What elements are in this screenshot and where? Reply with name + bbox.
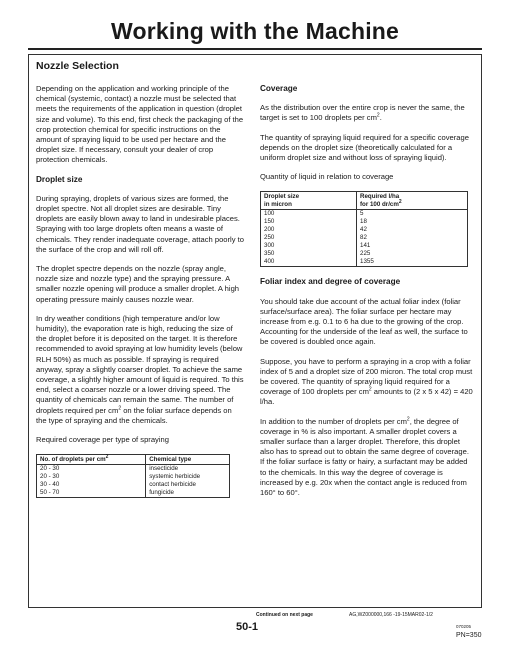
quantity-table-header-required: Required l/ha for 100 $dr/cm^2$	[357, 192, 468, 210]
coverage-heading: Coverage	[260, 84, 298, 93]
quantity-table-header-droplet-size: Droplet size in micron	[261, 192, 357, 210]
coverage-table	[36, 454, 230, 498]
droplet-size-heading: Droplet size	[36, 174, 83, 184]
coverage-table-header-chemical: Chemical type	[146, 455, 230, 465]
page-title: Working with the Machine	[110, 18, 400, 44]
continued-note: Continued on next page	[256, 612, 313, 618]
quantity-table-title: Quantity of liquid in relation to coverage	[260, 172, 394, 182]
date-code: 070205	[456, 624, 472, 629]
droplet-paragraph-3	[36, 314, 244, 426]
table-row: 50 - 70 fungicide	[37, 489, 230, 498]
coverage-paragraph-1: As the distribution over the entire crop is never the same, the target is set to 100 droplets per $cm^2$.	[260, 103, 465, 123]
table-row: 250 82	[261, 234, 468, 242]
right-column	[260, 84, 474, 507]
quantity-table	[260, 191, 468, 267]
left-column	[36, 84, 244, 508]
table-row: 300 141	[261, 242, 468, 250]
coverage-paragraph-2: The quantity of spraying liquid required for a specific coverage depends on the droplet size (theoretically calculated for a uniform droplet size and without loss of spraying liquid).	[260, 132, 469, 163]
foliar-paragraph-3: In addition to the number of droplets per $cm^2$, the degree of coverage in % is also important. A smaller droplet covers a smaller surface than a larger droplet. Therefore, this droplet also has to spread out to obtain the same degree of coverage. If the foliar surface is fatty or hairy, a surfactant may be added to the chemicals. In this way the degree of coverage is increased by e.g. 20x when the contact angle is reduced from 160° to 60°.	[260, 416, 469, 498]
droplet-p3-text-a: In dry weather conditions (high temperature and/or low humidity), the evaporation rate is high, reducing the size of the droplet before it is deposited on the target. It is therefore recommended to avoid spraying at low humidity levels (below RLH 50%) as much as possible. If spraying is required anyway, spray a slightly coarser droplet. To achieve the same coverage, a slightly higher amount of liquid is required. To this end, select a coarser nozzle or a lower driving speed. The quantity of chemicals can remain the same. The number of droplets required per cm	[36, 313, 244, 415]
droplet-p3-text-b: on the foliar surface depends on the type of spraying and the chemicals.	[36, 405, 232, 425]
section-title: Nozzle Selection	[36, 60, 119, 72]
droplet-paragraph-2: The droplet spectre depends on the nozzle (spray angle, nozzle size and nozzle type) and the spraying pressure. A smaller nozzle opening will produce a smaller droplet. A high operating pressure mainly causes nozzle wear.	[36, 264, 240, 304]
table-row: 200 42	[261, 226, 468, 234]
superscript-2: 2	[368, 386, 372, 393]
superscript-2: 2	[376, 112, 380, 119]
superscript-2: 2	[118, 405, 122, 412]
table-row: 400 1355	[261, 258, 468, 267]
page-number: 50-1	[236, 621, 259, 633]
title-rule	[28, 48, 482, 50]
table-row: 350 225	[261, 250, 468, 258]
table-row: 150 18	[261, 218, 468, 226]
table-row: 20 - 30 insecticide	[37, 465, 230, 474]
table-row: 20 - 30 systemic herbicide	[37, 473, 230, 481]
reference-code: AG,WZ000000,166 -19-15MAR02-1/2	[349, 612, 433, 618]
pn-label: PN=350	[456, 632, 482, 639]
intro-paragraph: Depending on the application and working principle of the chemical (systemic, contact) a nozzle must be selected that meets the requirements of the application in question (droplet size and volume). To this end, first check the packaging of the crop protection chemical for specific instructions on the amount of spraying liquid to be used per hectare and the droplet size. If necessary, consult your dealer of crop protection chemicals.	[36, 84, 244, 165]
droplet-paragraph-1: During spraying, droplets of various sizes are formed, the droplet spectre. Not all droplet sizes are desirable. Tiny droplets are easily blown away to land in undesirable places. Spraying with too large droplets often means a waste of chemicals. They render inadequate coverage, attach poorly to the surface of the crop and will roll off.	[36, 193, 244, 254]
required-coverage-title: Required coverage per type of spraying	[36, 435, 169, 445]
foliar-paragraph-1: You should take due account of the actual foliar index (foliar surface/surface area). The foliar surface per hectare may increase from e.g. 0.1 to 6 ha due to the growing of the crop. Accounting for the underside of the leaf as well, the surface to be covered is doubled once again.	[260, 296, 468, 347]
foliar-paragraph-2: Suppose, you have to perform a spraying in a crop with a foliar index of 5 and a droplet size of 200 micron. The total crop must be covered. The quantity of spraying liquid required for a coverage of 100 droplets per $cm^2$ amounts to (2 x 5 x 42) = 420 l/ha.	[260, 356, 473, 407]
table-row: 100 5	[261, 210, 468, 219]
foliar-index-heading: Foliar index and degree of coverage	[260, 277, 401, 287]
table-row: 30 - 40 contact herbicide	[37, 481, 230, 489]
superscript-2: 2	[406, 416, 410, 423]
coverage-table-header-droplets: No. of droplets per $cm^2$	[37, 455, 146, 465]
